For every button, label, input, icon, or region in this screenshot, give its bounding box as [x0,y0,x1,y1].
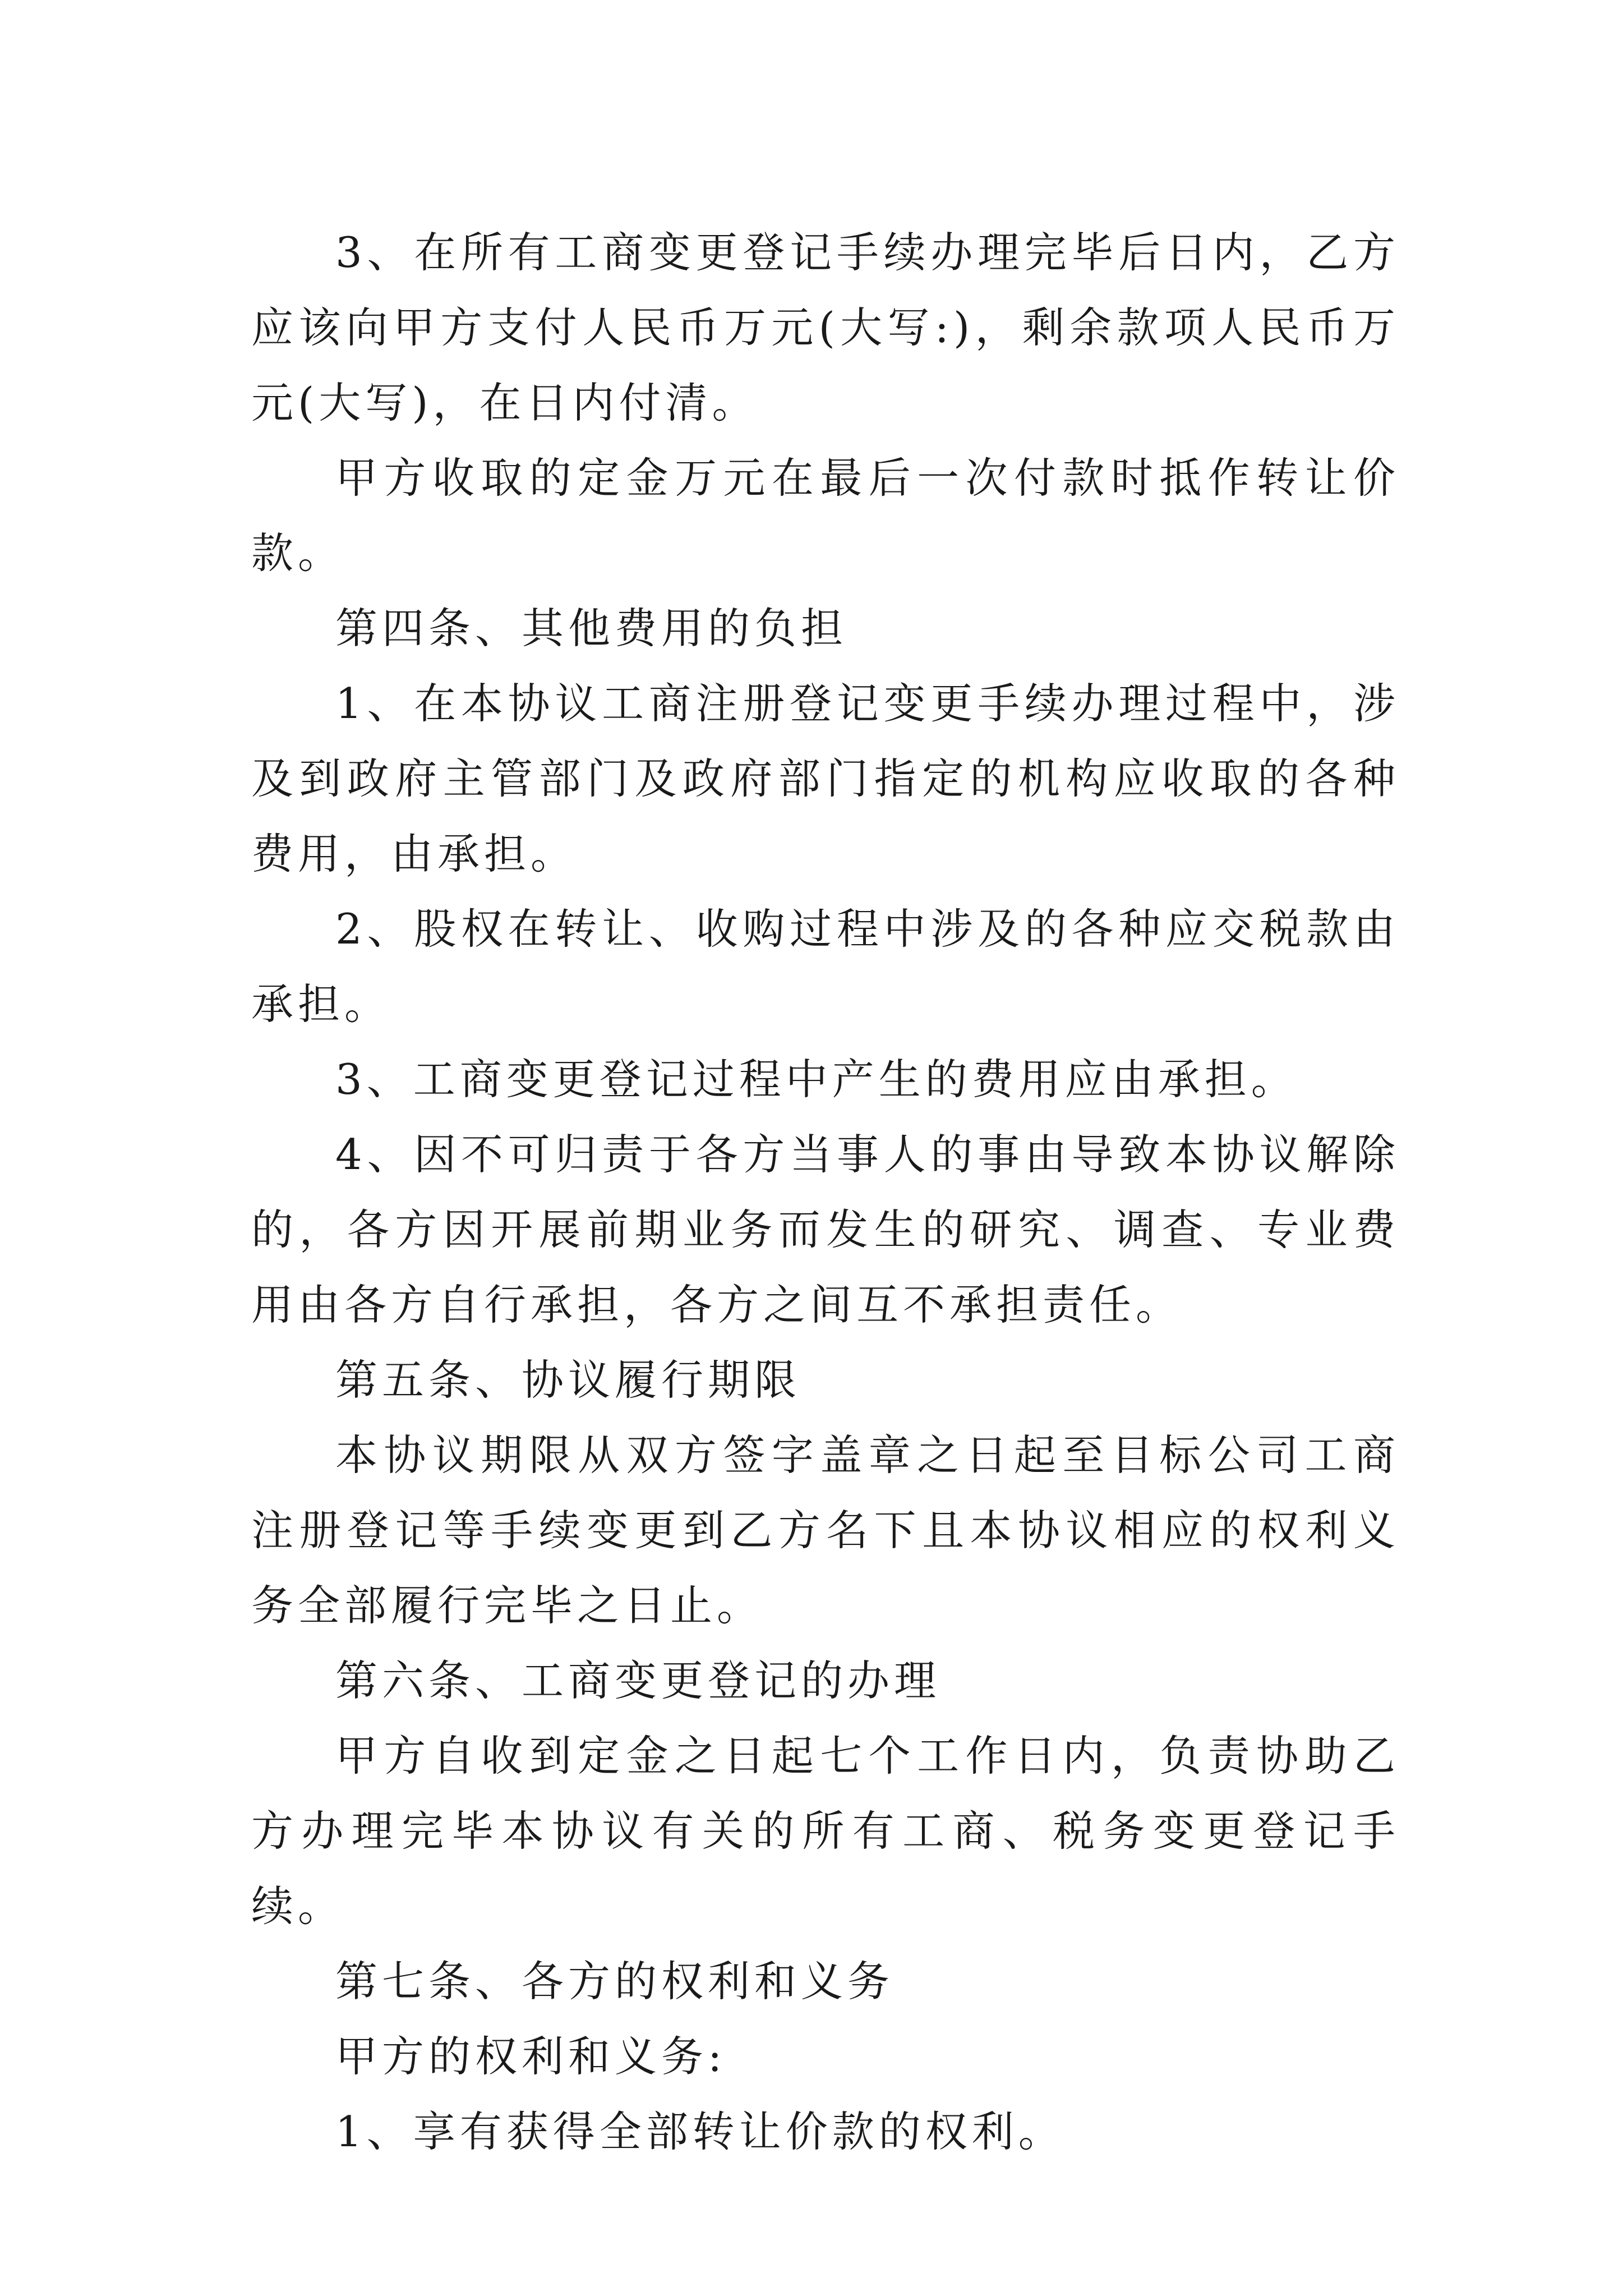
document-body [251,215,1400,2169]
paragraph-article-5-body: 本协议期限从双方签字盖章之日起至目标公司工商注册登记等手续变更到乙方名下且本协议相应的权利义务全部履行完毕之日止。 [251,1430,1400,1630]
paragraph-deposit: 甲方收取的定金万元在最后一次付款时抵作转让价款。 [251,453,1400,578]
paragraph-article-4-item-1: 1、在本协议工商注册登记变更手续办理过程中，涉及到政府主管部门及政府部门指定的机构应收取的各种费用，由承担。 [251,679,1400,878]
article-5-heading: 第五条、协议履行期限 [335,1355,801,1405]
paragraph-article-4-item-3: 3、工商变更登记过程中产生的费用应由承担。 [335,1055,1298,1104]
paragraph-party-a-right-1: 1、享有获得全部转让价款的权利。 [335,2107,1065,2156]
article-7-heading: 第七条、各方的权利和义务 [335,1957,895,2006]
paragraph-payment-terms: 3、在所有工商变更登记手续办理完毕后日内，乙方应该向甲方支付人民币万元(大写:)，剩余款项人民币万元(大写)，在日内付清。 [251,228,1400,427]
paragraph-article-4-item-4: 4、因不可归责于各方当事人的事由导致本协议解除的，各方因开展前期业务而发生的研究、调查、专业费用由各方自行承担，各方之间互不承担责任。 [251,1130,1400,1329]
article-4-heading: 第四条、其他费用的负担 [335,604,848,653]
paragraph-article-6-body: 甲方自收到定金之日起七个工作日内，负责协助乙方办理完毕本协议有关的所有工商、税务变更登记手续。 [251,1731,1400,1931]
paragraph-party-a-rights-heading: 甲方的权利和义务: [335,2032,727,2081]
paragraph-article-4-item-2: 2、股权在转让、收购过程中涉及的各种应交税款由承担。 [251,904,1400,1029]
article-6-heading: 第六条、工商变更登记的办理 [335,1656,941,1705]
